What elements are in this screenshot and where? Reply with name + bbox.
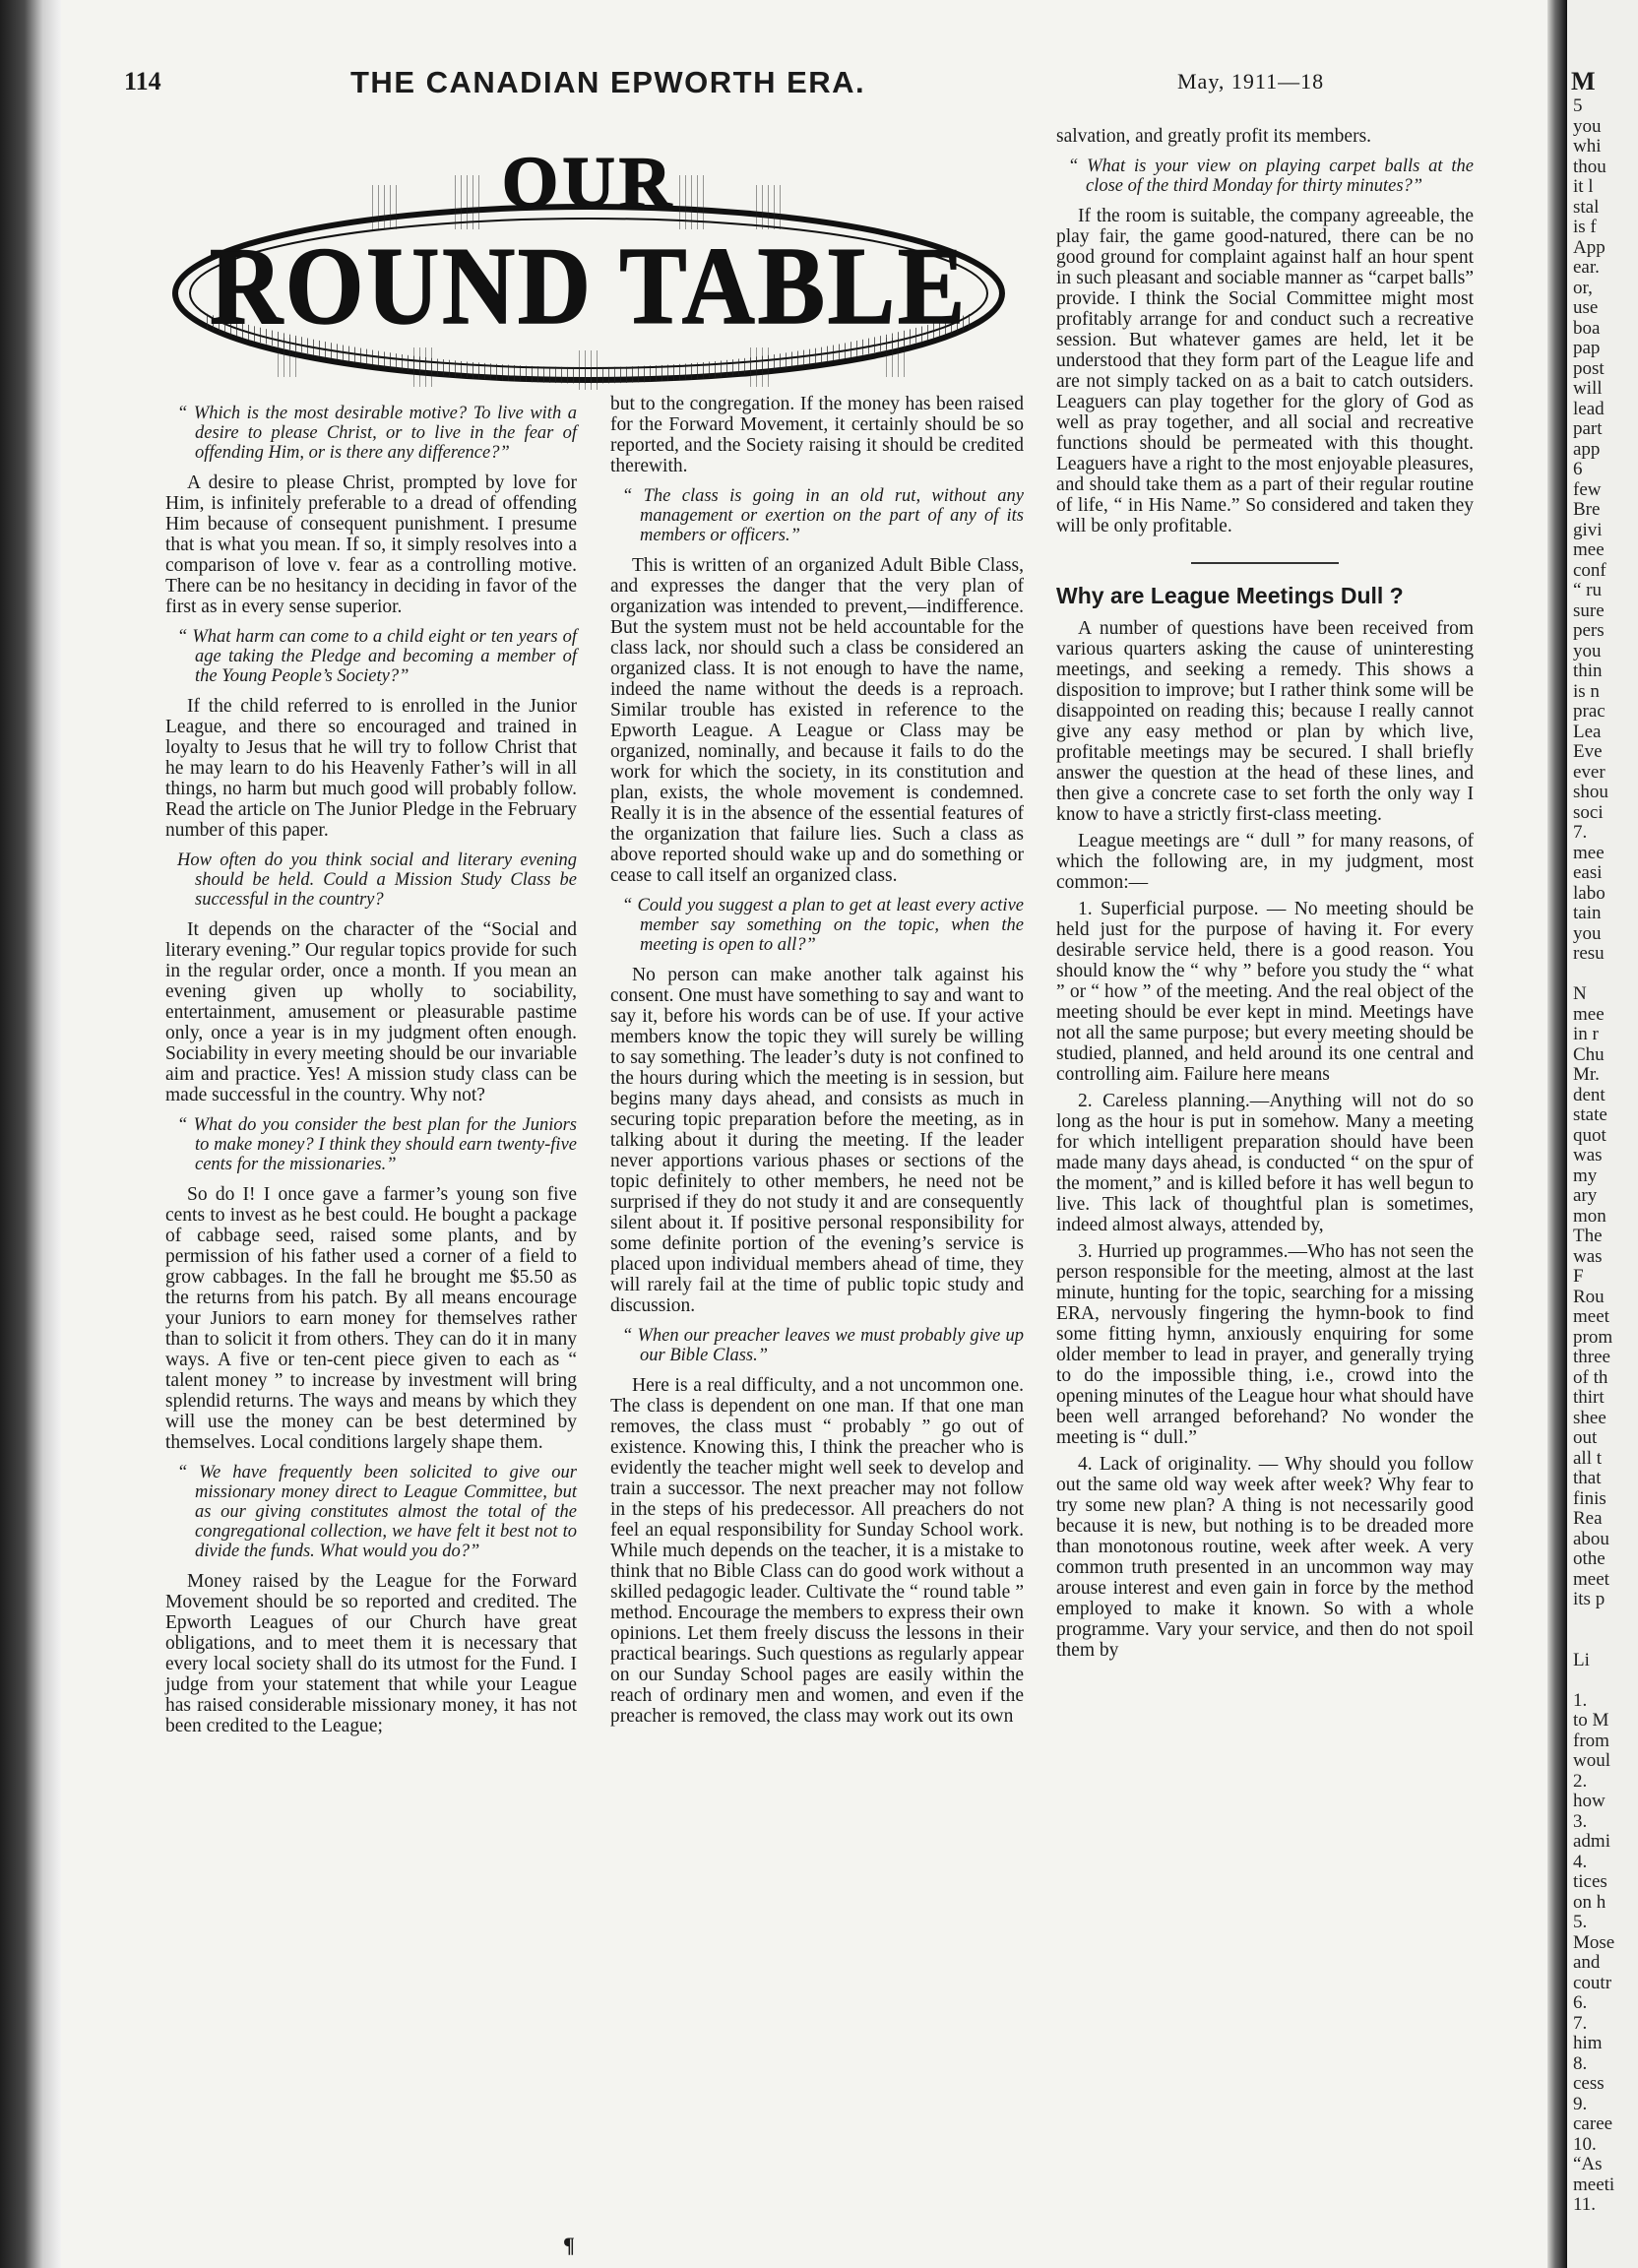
adjacent-line-fragment: F [1573, 1266, 1584, 1287]
column-3 [1056, 126, 1474, 1667]
adjacent-line-fragment: you [1573, 640, 1602, 662]
adjacent-line-fragment: caree [1573, 2113, 1613, 2134]
adjacent-line-fragment: labo [1573, 882, 1606, 904]
adjacent-line-fragment: 6 [1573, 459, 1583, 479]
adjacent-line-fragment: soci [1573, 801, 1604, 823]
adjacent-line-fragment: 7. [1573, 2012, 1588, 2034]
adjacent-line-fragment [1567, 1670, 1638, 1691]
answer-paragraph: Money raised by the League for the Forward Movement should be so reported and credited. The Epworth Leagues of our Church have great obligations, and to meet them it is necessary that every local society shall do its utmost for the Fund. I judge from your statement that while your League has raised considerable missionary money, it has not been credited to the League; [165, 1571, 577, 1736]
adjacent-line-fragment: post [1573, 357, 1605, 379]
adjacent-line-fragment: conf [1573, 559, 1606, 581]
adjacent-line-fragment: mon [1573, 1205, 1606, 1227]
adjacent-line-fragment: it l [1573, 176, 1594, 197]
adjacent-line-fragment: ever [1573, 761, 1606, 783]
adjacent-line-fragment: 8. [1573, 2052, 1588, 2074]
masthead-line1: OUR [501, 143, 676, 223]
adjacent-line-fragment: is f [1573, 217, 1597, 237]
answer-paragraph: but to the congregation. If the money has been raised for the Forward Movement, it certainly should be so reported, and the Society raising it should be credited therewith. [610, 394, 1024, 476]
adjacent-line-fragment: mee [1573, 1003, 1605, 1025]
adjacent-line-fragment: Mose [1573, 1931, 1615, 1953]
reader-question: “ We have frequently been solicited to give our missionary money direct to League Committee, but as our giving constitutes almost the total of the congregational collection, we have felt it best not to divide the funds. What would you do?” [177, 1463, 577, 1561]
reader-question: “ The class is going in an old rut, without any management or exertion on the part of any of its members or officers.” [622, 486, 1024, 545]
adjacent-line-fragment: Bre [1573, 499, 1601, 520]
adjacent-line-fragment: use [1573, 297, 1599, 318]
adjacent-line-fragment: 3. [1573, 1810, 1588, 1832]
adjacent-line-fragment: The [1573, 1226, 1603, 1246]
adjacent-page-text [1567, 96, 1638, 2216]
adjacent-line-fragment: 11. [1573, 2194, 1597, 2215]
adjacent-line-fragment: admi [1573, 1831, 1610, 1852]
reader-question: How often do you think social and literary evening should be held. Could a Mission Study Class be successful in the country? [177, 850, 577, 910]
answer-paragraph: No person can make another talk against his consent. One must have something to say and want to say it, before his words can be of use. If your active members know the topic they will surely be willing to say something. The leader’s duty is not confined to the hours during which the meeting is in session, but begins many days ahead, and consists as much in securing topic preparation before the meeting, as in talking about it during the meeting. If the leader never apportions various phases or sections of the topic definitely to other members, he need not be surprised if they do not study it and are consequently silent about it. If positive personal responsibility for some definite portion of the evening’s service is placed upon individual members ahead of time, they will rarely fail at the time of public topic study and discussion. [610, 965, 1024, 1316]
reader-question: “ What do you consider the best plan for the Juniors to make money? I think they should earn twenty-five cents for the missionaries.” [177, 1115, 577, 1174]
adjacent-line-fragment: was [1573, 1245, 1603, 1267]
adjacent-line-fragment: thirt [1573, 1387, 1605, 1408]
adjacent-line-fragment: shou [1573, 782, 1608, 802]
adjacent-line-fragment: thou [1573, 156, 1606, 177]
reader-question: “ Could you suggest a plan to get at least every active member say something on the topic, when the meeting is open to all?” [622, 896, 1024, 955]
adjacent-line-fragment: you [1573, 922, 1602, 944]
adjacent-line-fragment: mee [1573, 842, 1605, 863]
adjacent-line-fragment: few [1573, 478, 1602, 500]
adjacent-line-fragment: 9. [1573, 2093, 1588, 2114]
adjacent-line-fragment: ary [1573, 1185, 1598, 1206]
answer-paragraph: Here is a real difficulty, and a not uncommon one. The class is dependent on one man. If that one man removes, the class must “ probably ” go out of existence. Knowing this, I think the preacher who is evidently the teacher might well seek to develop and train a successor. The next preacher may not follow in the steps of his predecessor. All preachers do not feel an equal responsibility for Sunday School work. While much depends on the teacher, it is a mistake to think that no Bible Class can do good work without a skilled pedagogic leader. Cultivate the “ round table ” method. Encourage the members to express their own opinions. Let them freely discuss the lessons in their practical bearings. Such questions as regularly appear on our Sunday School pages are easily within the reach of ordinary men and women, and even if the preacher is removed, the class may work out its own [610, 1375, 1024, 1727]
adjacent-line-fragment: boa [1573, 317, 1601, 339]
adjacent-line-fragment: 5 [1573, 95, 1583, 116]
adjacent-line-fragment: sure [1573, 599, 1605, 621]
adjacent-line-fragment: in r [1573, 1024, 1599, 1044]
adjacent-line-fragment: part [1573, 418, 1603, 439]
adjacent-line-fragment: lead [1573, 398, 1605, 419]
answer-paragraph: A number of questions have been received from various quarters asking the cause of uninteresting meetings, and seeking a remedy. This shows a disposition to improve; but I rather think some will be disappointed on reading this; because I really cannot give any easy method or plan by which live, profitable meetings may be secured. I shall briefly answer the question at the head of these lines, and then give a concrete case to set forth the only way I know to have a strictly first-class meeting. [1056, 618, 1474, 825]
masthead-line2: ROUND TABLE [210, 225, 968, 347]
section-heading: Why are League Meetings Dull ? [1056, 583, 1404, 608]
adjacent-line-fragment: from [1573, 1730, 1609, 1751]
adjacent-line-fragment: givi [1573, 519, 1603, 540]
section-divider [1191, 562, 1339, 564]
adjacent-line-fragment: dent [1573, 1084, 1606, 1105]
round-table-illustration [165, 126, 1022, 392]
adjacent-line-fragment: woul [1573, 1750, 1610, 1771]
adjacent-page-edge [1567, 0, 1638, 2268]
adjacent-line-fragment: Li [1573, 1649, 1590, 1670]
adjacent-line-fragment: pers [1573, 620, 1605, 641]
adjacent-line-fragment: 5. [1573, 1912, 1588, 1932]
adjacent-line-fragment: App [1573, 236, 1606, 258]
adjacent-line-fragment: my [1573, 1165, 1598, 1186]
adjacent-line-fragment: all t [1573, 1447, 1603, 1469]
adjacent-line-fragment: will [1573, 378, 1603, 399]
adjacent-line-fragment [1567, 1630, 1638, 1651]
adjacent-line-fragment: 4. [1573, 1851, 1588, 1872]
answer-paragraph: salvation, and greatly profit its members. [1056, 126, 1372, 147]
adjacent-line-fragment: prom [1573, 1326, 1613, 1348]
adjacent-line-fragment: 10. [1573, 2133, 1597, 2155]
adjacent-line-fragment: meet [1573, 1568, 1609, 1590]
adjacent-line-fragment: stal [1573, 196, 1600, 218]
answer-paragraph: It depends on the character of the “Social and literary evening.” Our regular topics provide for such in the regular order, once a month. If you mean an evening given up wholly to sociability, entertainment, amusement or pleasurable pastime only, once a year is in my judgment often enough. Sociability in every meeting should be our invariable aim and practice. Yes! A mission study class can be made successful in the country. Why not? [165, 919, 577, 1105]
adjacent-page-header: M [1571, 67, 1596, 95]
adjacent-line-fragment: of th [1573, 1366, 1608, 1388]
adjacent-line-fragment: three [1573, 1347, 1610, 1367]
adjacent-line-fragment: that [1573, 1468, 1602, 1488]
adjacent-line-fragment: abou [1573, 1528, 1609, 1549]
adjacent-line-fragment: Eve [1573, 741, 1603, 762]
adjacent-line-fragment: mee [1573, 539, 1605, 560]
adjacent-line-fragment: 7. [1573, 822, 1588, 843]
adjacent-line-fragment: him [1573, 2033, 1603, 2053]
book-binding-left [0, 0, 61, 2268]
adjacent-line-fragment: 1. [1573, 1689, 1588, 1711]
adjacent-line-fragment: thin [1573, 661, 1603, 681]
adjacent-line-fragment: coutr [1573, 1972, 1612, 1993]
answer-paragraph: If the room is suitable, the company agreeable, the play fair, the game good-natured, there can be no good ground for complaint against half an hour spent in such pleasant and sociable manner as “carpet balls” provide. I think the Social Committee might most profitably arrange for and conduct such a recreative session. But whatever games are held, let it be understood that they form part of the League life and are not simply tacked on as a bait to catch outsiders. Leaguers can play together for the glory of God as well as pray together, and all social and recreative functions should be permeated with this thought. Leaguers have a right to the most enjoyable pleasures, and should take them as a part of their regular routine of life, “ in His Name.” So considered and taken they will be only profitable. [1056, 206, 1474, 536]
adjacent-line-fragment: out [1573, 1427, 1598, 1448]
adjacent-line-fragment: “As [1573, 2154, 1603, 2174]
adjacent-line-fragment: finis [1573, 1487, 1606, 1509]
column-1 [165, 394, 577, 1742]
adjacent-line-fragment [1567, 965, 1638, 985]
adjacent-line-fragment: “ ru [1573, 580, 1603, 600]
adjacent-line-fragment: how [1573, 1791, 1606, 1811]
adjacent-line-fragment [1567, 1610, 1638, 1631]
answer-paragraph: 3. Hurried up programmes.—Who has not seen the person responsible for the meeting, almost at the last minute, hunting for the topic, searching for a missing ERA, nervously fingering the hymn-book to find some fitting hymn, anxiously enquiring for some older member to lead in prayer, and generally trying to do the impossible thing, i.e., crowd into the opening minutes of the League hour what should have been well arranged beforehand? No wonder the meeting is “ dull.” [1056, 1241, 1474, 1448]
adjacent-line-fragment: pap [1573, 338, 1601, 358]
reader-question: “ What harm can come to a child eight or ten years of age taking the Pledge and becoming a member of the Young People’s Society?” [177, 627, 577, 686]
adjacent-line-fragment: Lea [1573, 721, 1602, 742]
reader-question: “ What is your view on playing carpet balls at the close of the third Monday for thirty minutes?” [1068, 157, 1474, 196]
adjacent-line-fragment: quot [1573, 1124, 1606, 1146]
adjacent-line-fragment: N [1573, 983, 1587, 1004]
adjacent-line-fragment: shee [1573, 1407, 1606, 1428]
adjacent-line-fragment: cess [1573, 2073, 1605, 2094]
answer-paragraph: So do I! I once gave a farmer’s young son five cents to invest as he best could. He bought a package of cabbage seed, raised some plants, and by permission of his father used a corner of a field to grow cabbages. In the fall he brought me $5.50 as the returns from his patch. By all means encourage your Juniors to earn money for themselves rather than to solicit it from others. They can do it in many ways. A five or ten-cent piece given to each as “ talent money ” to increase by investment will bring splendid returns. The ways and means by which they will use the money can be best determined by themselves. Local conditions largely shape them. [165, 1184, 577, 1453]
answer-paragraph: This is written of an organized Adult Bible Class, and expresses the danger that the very plan of organization was intended to prevent,—indifference. But the system must not be held accountable for the class lack, nor should such a class be considered an organized class. It is not enough to have the name, indeed the name without the deeds is a reproach. Similar trouble has existed in reference to the Epworth League. A League or Class may be organized, nominally, and because it fails to do the work for which the society, in its constitution and plan, exists, the whole movement is condemned. Really it is in the absence of the essential features of the organization that failure lies. Such a class as above reported should wake up and do something or cease to call itself an organized class. [610, 555, 1024, 886]
magazine-title: THE CANADIAN EPWORTH ERA. [350, 65, 866, 99]
running-header [124, 67, 1443, 106]
answer-paragraph: If the child referred to is enrolled in the Junior League, and there so encouraged and trained in loyalty to Jesus that he will try to follow Christ that he may learn to do his Heavenly Father’s will in all things, no harm but much good will probably follow. Read the article on The Junior Pledge in the February number of this paper. [165, 696, 577, 841]
adjacent-line-fragment: meeti [1573, 2174, 1615, 2195]
round-table-masthead [165, 126, 1022, 392]
reader-question: “ When our preacher leaves we must probably give up our Bible Class.” [622, 1326, 1024, 1365]
issue-date: May, 1911—18 [1177, 69, 1325, 94]
adjacent-line-fragment: Mr. [1573, 1064, 1600, 1085]
adjacent-line-fragment: and [1573, 1952, 1601, 1973]
reader-question: “ Which is the most desirable motive? To live with a desire to please Christ, or to live in the fear of offending Him, or is there any difference?” [177, 404, 577, 463]
adjacent-line-fragment: you [1573, 115, 1602, 137]
adjacent-line-fragment: 6. [1573, 1992, 1588, 2013]
adjacent-line-fragment: or, [1573, 277, 1593, 298]
adjacent-line-fragment: was [1573, 1145, 1603, 1166]
adjacent-line-fragment: whi [1573, 136, 1602, 157]
adjacent-line-fragment: othe [1573, 1548, 1606, 1569]
adjacent-line-fragment: is n [1573, 680, 1600, 702]
answer-paragraph: 2. Careless planning.—Anything will not do so long as the hour is put in somehow. Many a meeting for which intelligent preparation should have been made many days ahead, is conducted “ on the spur of the moment,” and is killed before it has well begun to live. This lack of thoughtful plan is sometimes, indeed almost always, attended by, [1056, 1091, 1474, 1235]
adjacent-line-fragment: on h [1573, 1891, 1606, 1913]
adjacent-line-fragment: easi [1573, 862, 1603, 883]
answer-paragraph: 1. Superficial purpose. — No meeting should be held just for the purpose of having it. For every desirable service held, there is a good reason. You should know the “ why ” before you study the “ what ” or “ how ” of the meeting. And the real object of the meeting should be ever kept in mind. Meetings have not all the same purpose; but every meeting should be studied, planned, and held around its one central and controlling aim. Failure here means [1056, 899, 1474, 1085]
answer-paragraph: League meetings are “ dull ” for many reasons, of which the following are, in my judgment, most common:— [1056, 831, 1474, 893]
adjacent-line-fragment: tices [1573, 1871, 1607, 1892]
adjacent-line-fragment: 2. [1573, 1770, 1588, 1792]
adjacent-line-fragment: ear. [1573, 257, 1600, 278]
adjacent-line-fragment: prac [1573, 701, 1606, 722]
answer-paragraph: 4. Lack of originality. — Why should you follow out the same old way week after week? Why fear to try some new plan? A thing is not necessarily good because it is new, but nothing is to be dreaded more than monotonous routine, week after week. A very common truth presented in an uncommon way may arouse interest and even gain in force by the method employed to make it known. So with a whole programme. Vary your service, and then do not spoil them by [1056, 1454, 1474, 1661]
adjacent-line-fragment: Chu [1573, 1043, 1605, 1065]
column-2 [610, 394, 1024, 1732]
adjacent-line-fragment: Rea [1573, 1508, 1603, 1529]
page-number: 114 [124, 67, 161, 95]
adjacent-line-fragment: resu [1573, 943, 1605, 964]
adjacent-line-fragment: app [1573, 438, 1601, 460]
adjacent-line-fragment: its p [1573, 1589, 1606, 1609]
adjacent-line-fragment: meet [1573, 1306, 1609, 1327]
adjacent-line-fragment: tain [1573, 903, 1602, 923]
answer-paragraph: A desire to please Christ, prompted by love for Him, is infinitely preferable to a dread of offending Him because of consequent punishment. I presume that is what you mean. If so, it simply resolves into a comparison of love v. fear as a controlling motive. There can be no hesitancy in deciding in favor of the first as in every sense superior. [165, 472, 577, 617]
footer-mark: ¶ [563, 2233, 575, 2257]
adjacent-line-fragment: Rou [1573, 1286, 1605, 1307]
adjacent-line-fragment: state [1573, 1104, 1607, 1125]
center-gutter [1547, 0, 1567, 2268]
adjacent-line-fragment: to M [1573, 1710, 1609, 1731]
